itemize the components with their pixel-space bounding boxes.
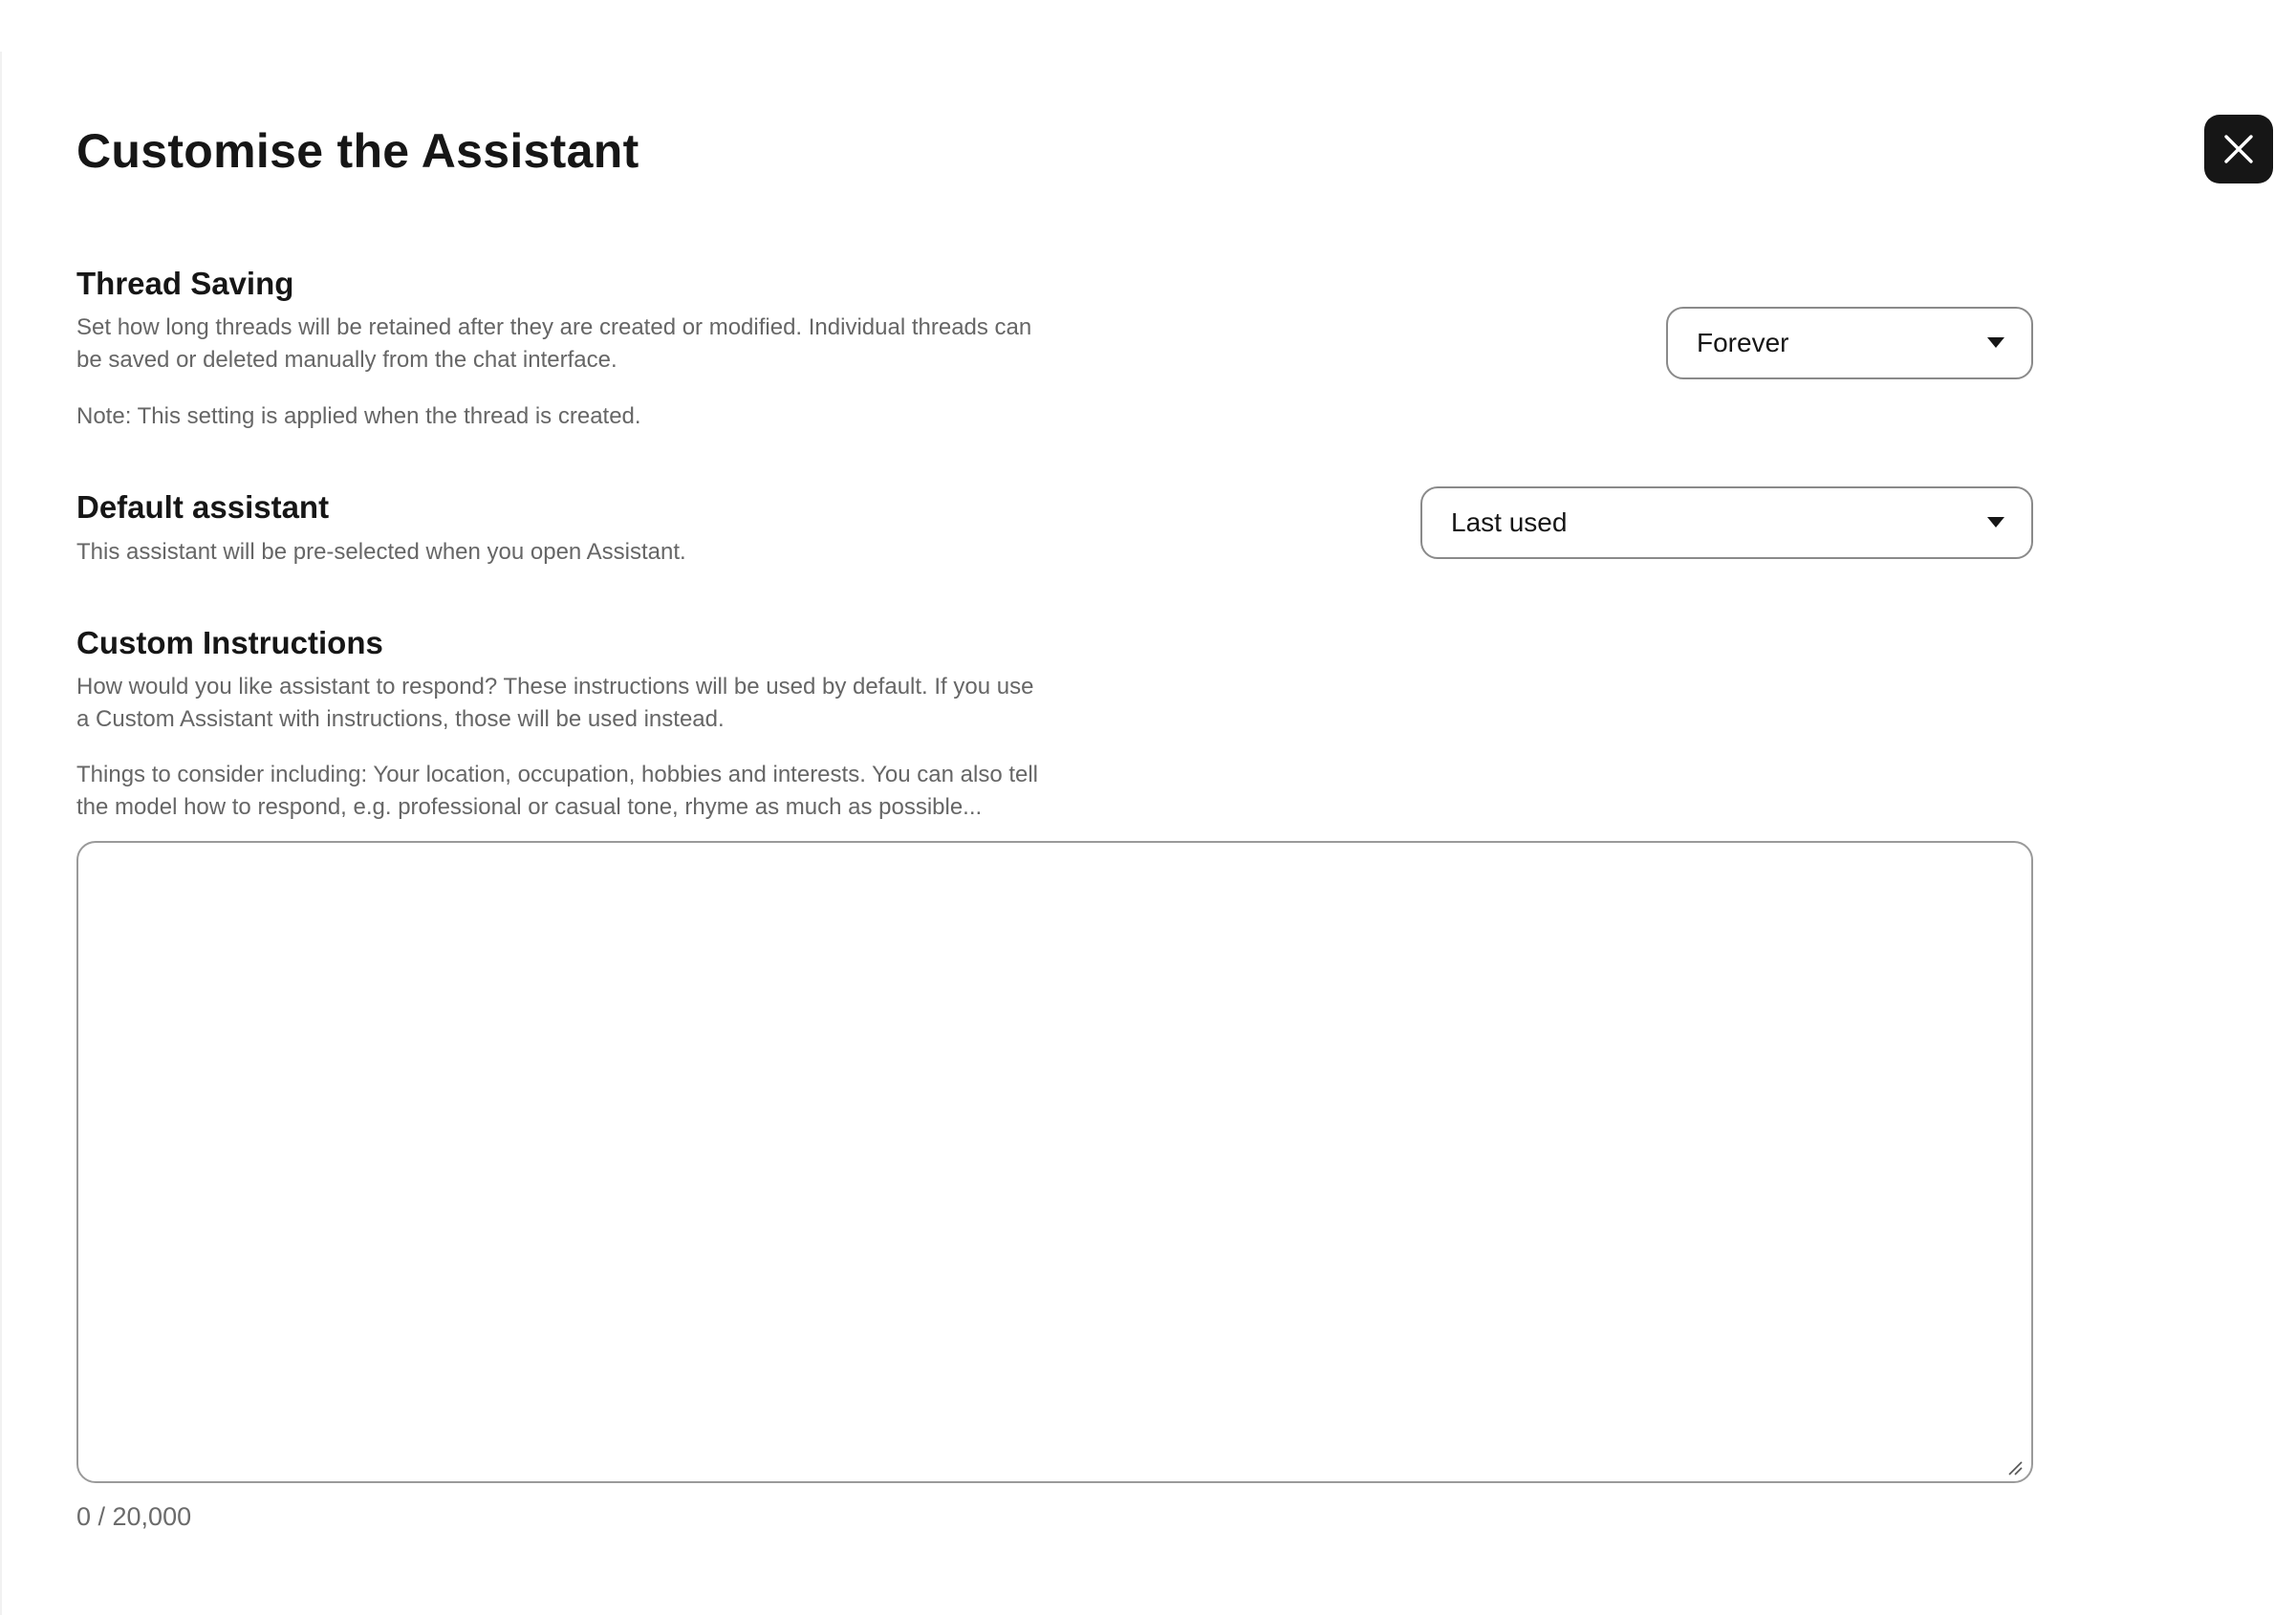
- custom-instructions-input[interactable]: [76, 841, 2033, 1483]
- custom-instructions-title: Custom Instructions: [76, 625, 383, 660]
- character-count: 0 / 20,000: [76, 1502, 192, 1531]
- default-assistant-description: This assistant will be pre-selected when you open Assistant.: [76, 539, 686, 565]
- page-title: Customise the Assistant: [76, 124, 639, 178]
- chevron-down-icon: [1987, 337, 2004, 348]
- close-button[interactable]: [2204, 115, 2273, 183]
- default-assistant-select[interactable]: [1420, 486, 2033, 559]
- custom-instructions-hint: Things to consider including: Your location, occupation, hobbies and interests. You can also tell the model how to respond, e.g. professional or casual tone, rhyme as much as possible...: [76, 762, 1039, 820]
- custom-instructions-description: How would you like assistant to respond? These instructions will be used by default. If you use a Custom Assistant with instructions, those will be used instead.: [76, 674, 1034, 732]
- thread-saving-select[interactable]: [1666, 307, 2033, 379]
- thread-saving-selected-value: Forever: [1697, 328, 1789, 357]
- default-assistant-title: Default assistant: [76, 489, 330, 525]
- chevron-down-icon: [1987, 517, 2004, 528]
- resize-handle-icon[interactable]: [2005, 1458, 2023, 1475]
- thread-saving-description: Set how long threads will be retained after they are created or modified. Individual threads can be saved or deleted manually from the chat interface.: [76, 314, 1032, 373]
- close-icon: [2221, 132, 2256, 166]
- default-assistant-selected-value: Last used: [1451, 507, 1568, 537]
- thread-saving-title: Thread Saving: [76, 266, 294, 301]
- thread-saving-note: Note: This setting is applied when the thread is created.: [76, 403, 641, 429]
